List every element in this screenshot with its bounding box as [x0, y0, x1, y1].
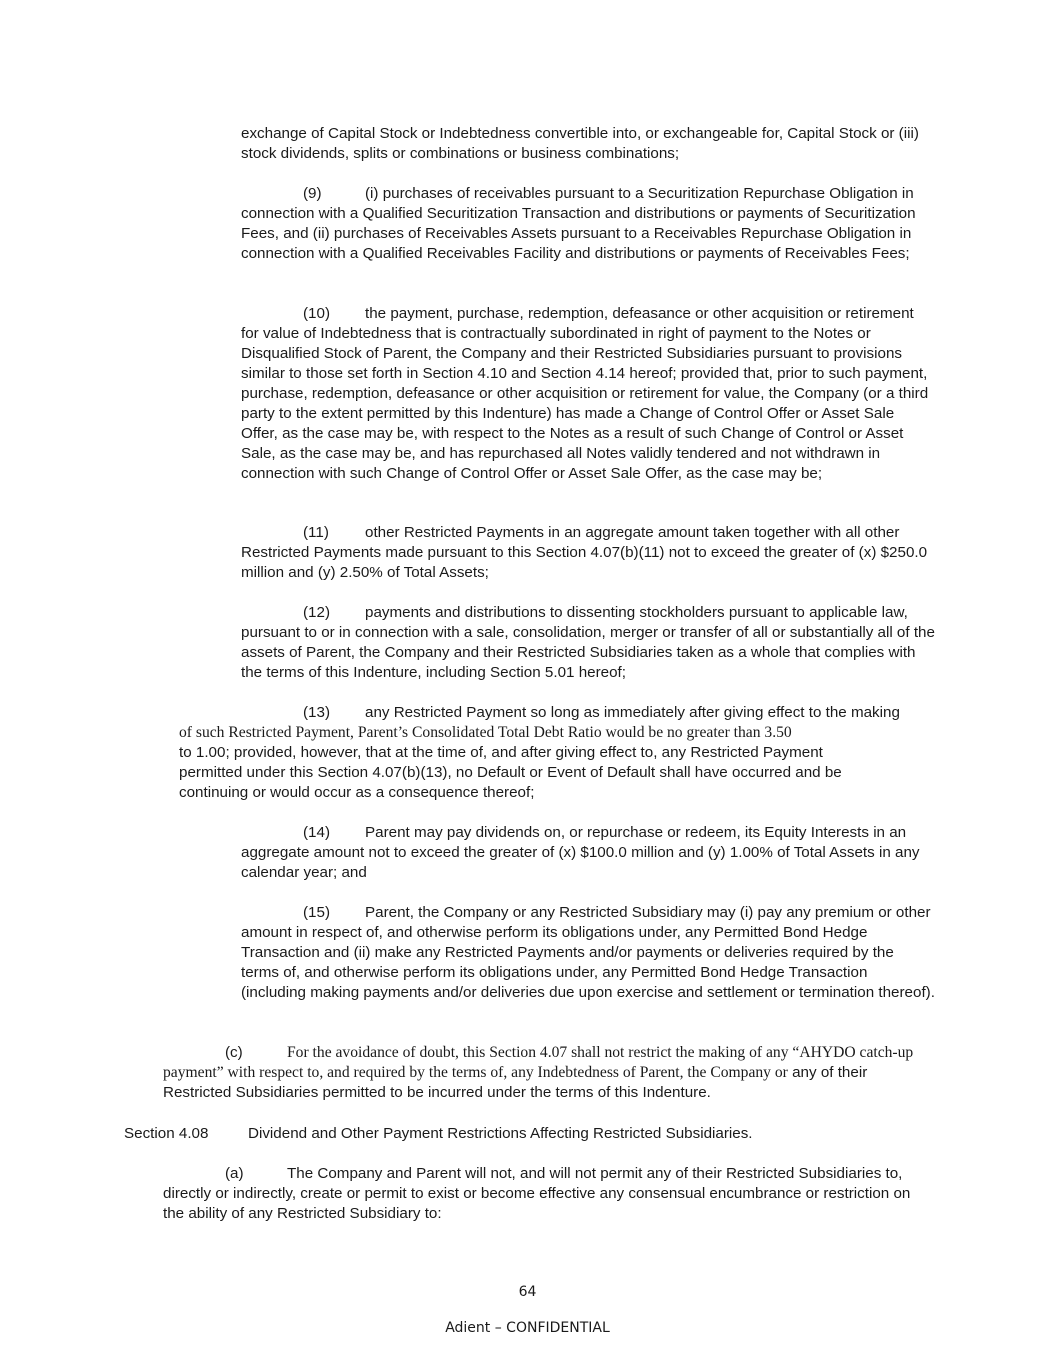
confidential-footer: Adient – CONFIDENTIAL [445, 1320, 610, 1336]
clause-12 [241, 603, 935, 683]
clause-text: other Restricted Payments in an aggregate amount taken together with all other Restricted Payments made pursuant to this Section 4.07(b)(11) not to exceed the greater of (x) $250.0 million and (y) 2.50% of Total Assets; [241, 524, 928, 581]
clause-number: (c) [225, 1044, 243, 1061]
section-heading [124, 1124, 753, 1144]
clause-number: (15) [303, 904, 331, 921]
clause-13 [179, 703, 935, 803]
clause-number: (12) [303, 604, 331, 621]
section-number: Section 4.08 [124, 1125, 209, 1142]
clause-number: (a) [225, 1165, 244, 1182]
clause-number: (9) [303, 185, 322, 202]
continuation-paragraph: exchange of Capital Stock or Indebtedness convertible into, or exchangeable for, Capital Stock or (iii) stock dividends, splits or combinations or business combinations; [241, 125, 919, 162]
section-title: Dividend and Other Payment Restrictions Affecting Restricted Subsidiaries. [248, 1125, 753, 1142]
clause-text: Parent, the Company or any Restricted Subsidiary may (i) pay any premium or other amount in respect of, and otherwise perform its obligations under, any Permitted Bond Hedge Transaction and (ii) make any Restricted Payments and/or payments or deliveries required by the terms of, and otherwise perform its obligations under, any Permitted Bond Hedge Transaction (including making payments and/or deliveries due upon exercise and settlement or termination thereof). [241, 904, 935, 1001]
clause-10 [241, 304, 935, 484]
clause-11 [241, 523, 935, 583]
clause-text: any Restricted Payment so long as immediately after giving effect to the making [365, 704, 900, 721]
clause-number: (14) [303, 824, 331, 841]
clause-text: Parent may pay dividends on, or repurchase or redeem, its Equity Interests in an aggregate amount not to exceed the greater of (x) $100.0 million and (y) 1.00% of Total Assets in any calendar year; and [241, 824, 920, 881]
clause-text: any of their Restricted Subsidiaries permitted to be incurred under the terms of this Indenture. [163, 1064, 868, 1101]
clause-c [163, 1043, 935, 1103]
clause-14 [241, 823, 935, 883]
clause-text: to 1.00; provided, however, that at the time of, and after giving effect to, any Restricted Payment permitted under this Section 4.07(b)(13), no Default or Event of Default shall have occurred and be continuing or would occur as a consequence thereof; [179, 744, 842, 801]
clause-text: the payment, purchase, redemption, defeasance or other acquisition or retirement for value of Indebtedness that is contractually subordinated in right of payment to the Notes or Disqualified Stock of Parent, the Company and their Restricted Subsidiaries pursuant to provisions similar to those set forth in Section 4.10 and Section 4.14 hereof; provided that, prior to such payment, purchase, redemption, defeasance or other acquisition or retirement for value, the Company (or a third party to the extent permitted by this Indenture) has made a Change of Control Offer or Asset Sale Offer, as the case may be, with respect to the Notes as a result of such Change of Control or Asset Sale, as the case may be, and has repurchased all Notes validly tendered and not withdrawn in connection with such Change of Control Offer or Asset Sale Offer, as the case may be; [241, 305, 929, 482]
clause-number: (11) [303, 524, 329, 541]
clause-text-serif: For the avoidance of doubt, this Section 4.07 shall not restrict the making of any “AHYDO catch-up payment” with respect to, and required by the terms of, any Indebtedness of Parent, the Company or [163, 1044, 914, 1081]
page-number: 64 [518, 1284, 537, 1300]
clause-number: (10) [303, 305, 331, 322]
clause-text: The Company and Parent will not, and will not permit any of their Restricted Subsidiaries to, directly or indirectly, create or permit to exist or become effective any consensual encumbrance or restriction on the ability of any Restricted Subsidiary to: [163, 1165, 911, 1222]
clause-text-serif: of such Restricted Payment, Parent’s Consolidated Total Debt Ratio would be no greater than 3.50 [179, 724, 792, 741]
clause-a [163, 1164, 935, 1224]
clause-15 [241, 903, 935, 1003]
clause-9 [241, 184, 935, 264]
clause-number: (13) [303, 704, 331, 721]
clause-text: payments and distributions to dissenting stockholders pursuant to applicable law, pursuant to or in connection with a sale, consolidation, merger or transfer of all or substantially all of the assets of Parent, the Company and their Restricted Subsidiaries taken as a whole that complies with the terms of this Indenture, including Section 5.01 hereof; [241, 604, 935, 681]
clause-text: (i) purchases of receivables pursuant to a Securitization Repurchase Obligation in connection with a Qualified Securitization Transaction and distributions or payments of Securitization Fees, and (ii) purchases of Receivables Assets pursuant to a Receivables Repurchase Obligation in connection with a Qualified Receivables Facility and distributions or payments of Receivables Fees; [241, 185, 916, 262]
